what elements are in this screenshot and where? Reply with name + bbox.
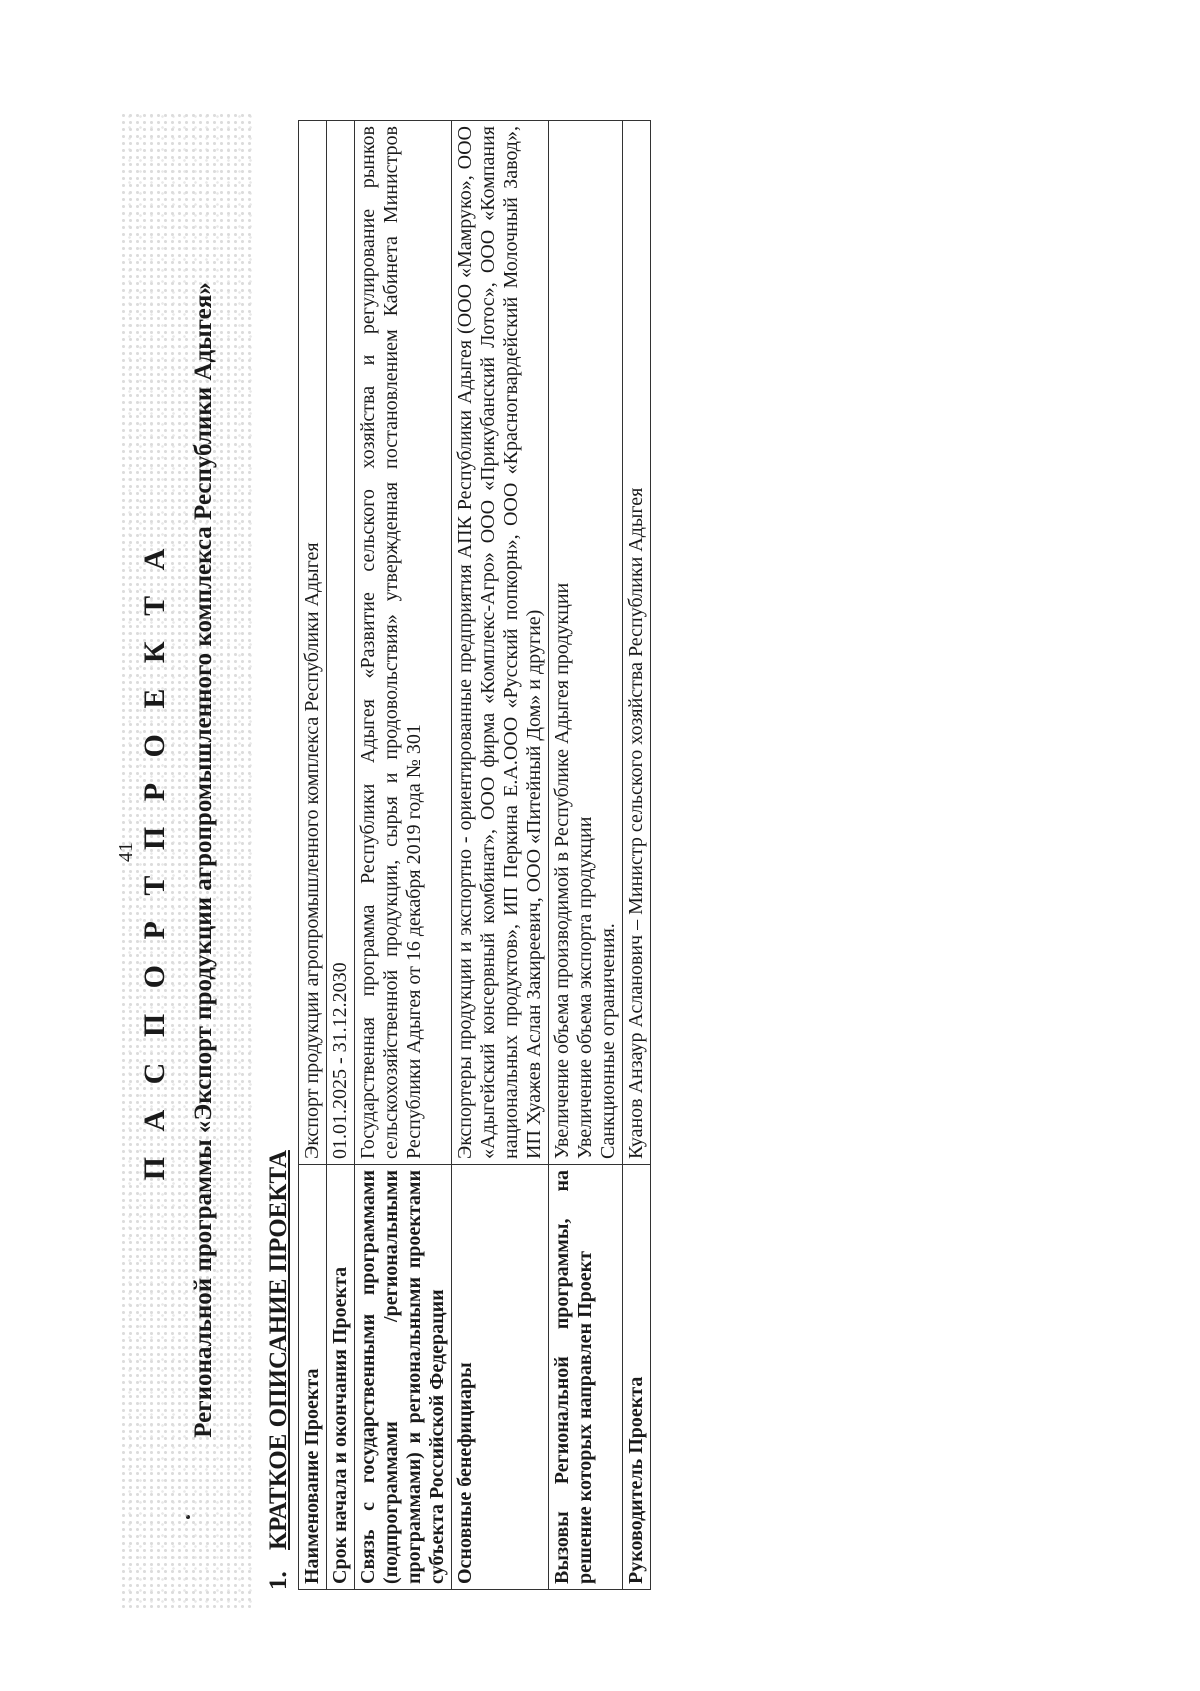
row-label: Связь с государственными программами (подпрограммами /региональными программами) и региональными проектами субъекта Российской Федерации xyxy=(355,1165,452,1590)
rotated-page-content xyxy=(120,110,920,1610)
passport-subtitle: Региональной программы «Экспорт продукции агропромышленного комплекса Республики Адыгея» xyxy=(190,282,217,1438)
row-label: Руководитель Проекта xyxy=(623,1165,651,1590)
table-row xyxy=(355,121,452,1590)
table-row xyxy=(327,121,355,1590)
row-value xyxy=(327,121,355,1165)
value-line: Государственная программа Республики Адыгея «Развитие сельского хозяйства и регулирование рынков сельскохозяйственной продукции, сырья и продовольствия» утвержденная постановлением Кабинета Министров Республики Адыгея от 16 декабря 2019 года № 301 xyxy=(357,126,425,1159)
value-line: Экспортеры продукции и экспортно - ориентированные предприятия АПК Республики Адыгея (ООО «Мамруко», ООО «Адыгейский консервный комбинат», ООО фирма «Комплекс-Агро» ООО «Прикубанский Лотос», ООО «Компания национальных продуктов», ИП Перкина Е.А.ООО «Русский попкорн», ООО «Красногвардейский Молочный Завод», ИП Хуажев Аслан Закиреевич, ООО «Питейный Дом» и другие) xyxy=(454,126,545,1159)
value-line: Увеличение объема производимой в Республике Адыгея продукции xyxy=(551,582,573,1159)
row-label: Основные бенефициары xyxy=(452,1165,549,1590)
passport-title: П А С П О Р Т П Р О Е К Т А xyxy=(138,539,171,1181)
row-value xyxy=(549,121,623,1165)
project-description-table xyxy=(298,120,651,1590)
row-label: Срок начала и окончания Проекта xyxy=(327,1165,355,1590)
page-number: 41 xyxy=(115,842,137,862)
value-line: Куанов Анзаур Асланович – Министр сельского хозяйства Республики Адыгея xyxy=(625,487,647,1159)
table-row xyxy=(623,121,651,1590)
section-number: 1. xyxy=(265,1571,292,1590)
section-heading xyxy=(265,1150,293,1590)
section-title: КРАТКОЕ ОПИСАНИЕ ПРОЕКТА xyxy=(265,1150,292,1550)
row-value xyxy=(623,121,651,1165)
row-label: Наименование Проекта xyxy=(299,1165,327,1590)
value-line: Экспорт продукции агропромышленного комплекса Республики Адыгея xyxy=(301,542,323,1159)
project-description-table-wrap xyxy=(298,120,651,1590)
row-label: Вызовы Региональной программы, на решение которых направлен Проект xyxy=(549,1165,623,1590)
row-value xyxy=(355,121,452,1165)
table-row xyxy=(549,121,623,1590)
row-value xyxy=(299,121,327,1165)
value-line: Санкционные ограничения. xyxy=(597,923,619,1159)
value-line: Увеличение объема экспорта продукции xyxy=(574,816,596,1159)
table-row xyxy=(452,121,549,1590)
value-line: 01.01.2025 - 31.12.2030 xyxy=(329,962,351,1159)
table-row xyxy=(299,121,327,1590)
row-value xyxy=(452,121,549,1165)
